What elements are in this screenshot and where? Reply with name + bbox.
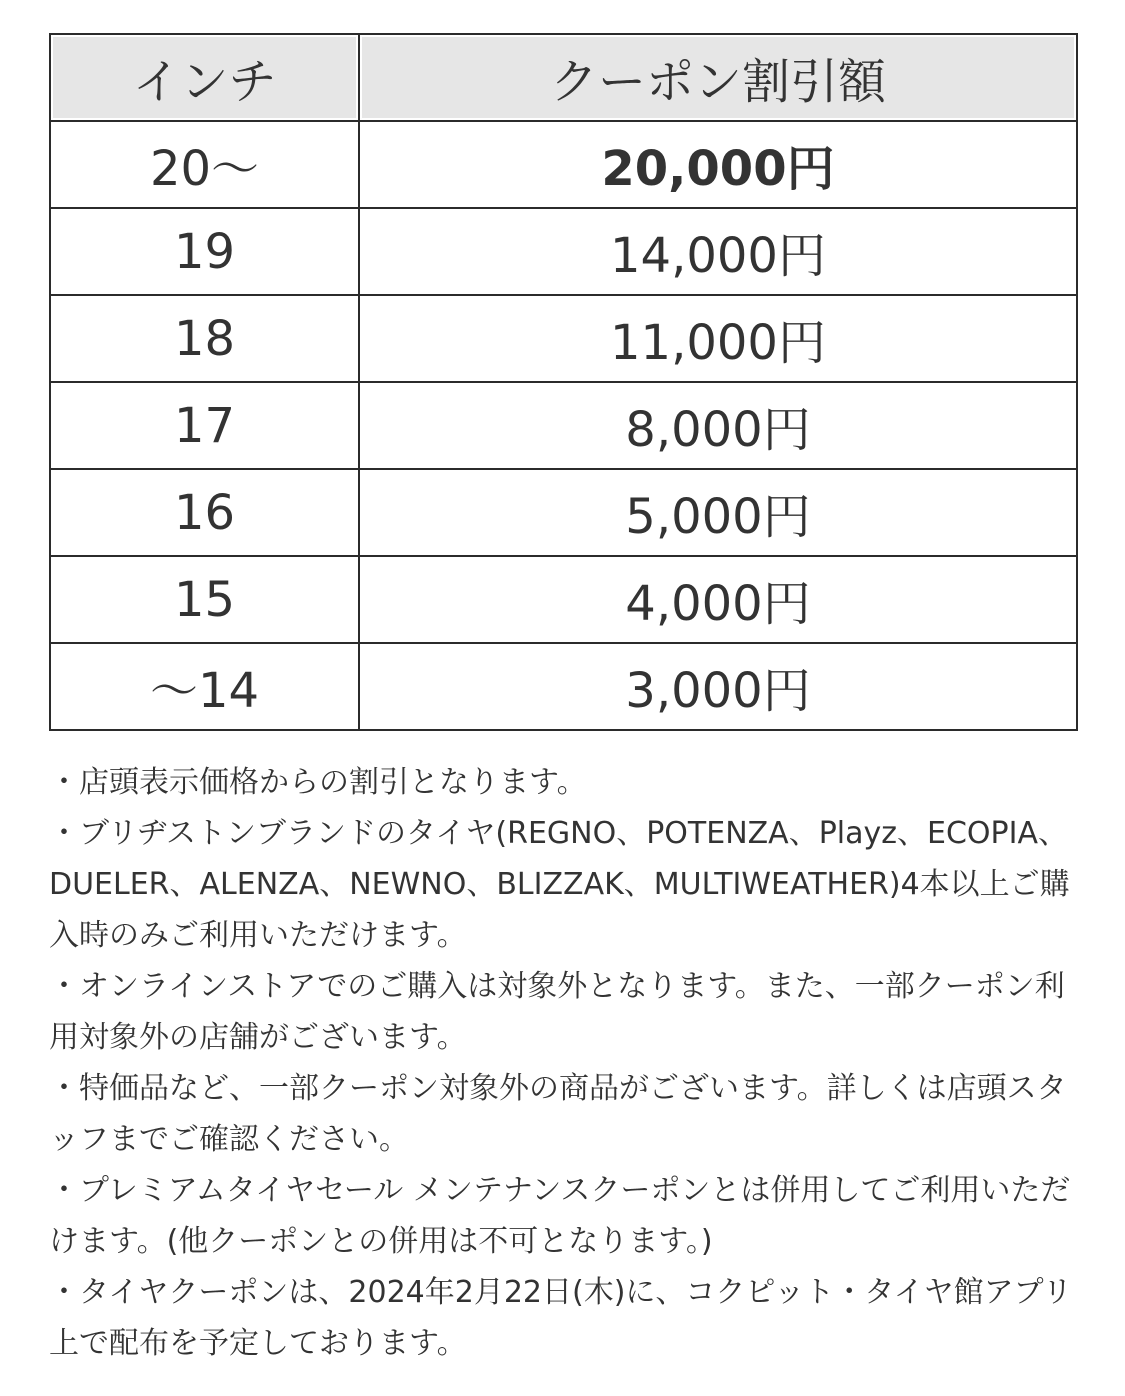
table-row [50, 469, 1077, 556]
notes-list [49, 757, 1079, 1369]
header-inch: インチ [50, 34, 359, 121]
inch-cell: 18 [50, 295, 359, 382]
discount-cell: 3,000円 [359, 643, 1077, 730]
note-item: ・店頭表示価格からの割引となります。 [49, 765, 587, 800]
table-header-row [50, 34, 1077, 121]
inch-cell: 17 [50, 382, 359, 469]
inch-cell: 15 [50, 556, 359, 643]
table-row [50, 295, 1077, 382]
inch-cell: 20〜 [50, 121, 359, 208]
table-row [50, 556, 1077, 643]
table-row [50, 643, 1077, 730]
inch-cell: 16 [50, 469, 359, 556]
note-item: ・特価品など、一部クーポン対象外の商品がございます。詳しくは店頭スタッフまでご確認ください。 [49, 1071, 1067, 1157]
discount-cell: 8,000円 [359, 382, 1077, 469]
discount-cell: 4,000円 [359, 556, 1077, 643]
table-row [50, 208, 1077, 295]
inch-cell: 〜14 [50, 643, 359, 730]
note-item: ・ブリヂストンブランドのタイヤ(REGNO、POTENZA、Playz、ECOPIA、DUELER、ALENZA、NEWNO、BLIZZAK、MULTIWEATHER)4本以上ご購入時のみご利用いただけます。 [49, 816, 1070, 953]
discount-cell: 5,000円 [359, 469, 1077, 556]
note-item: ・タイヤクーポンは、2024年2月22日(木)に、コクピット・タイヤ館アプリ上で配布を予定しております。 [49, 1275, 1073, 1361]
discount-cell: 20,000円 [359, 121, 1077, 208]
note-item: ・オンラインストアでのご購入は対象外となります。また、一部クーポン利用対象外の店舗がございます。 [49, 969, 1065, 1055]
table-row [50, 121, 1077, 208]
coupon-discount-table [49, 33, 1078, 731]
discount-cell: 14,000円 [359, 208, 1077, 295]
header-discount: クーポン割引額 [359, 34, 1077, 121]
note-item: ・プレミアムタイヤセール メンテナンスクーポンとは併用してご利用いただけます。(他クーポンとの併用は不可となります。) [49, 1173, 1071, 1259]
discount-cell: 11,000円 [359, 295, 1077, 382]
inch-cell: 19 [50, 208, 359, 295]
table-row [50, 382, 1077, 469]
